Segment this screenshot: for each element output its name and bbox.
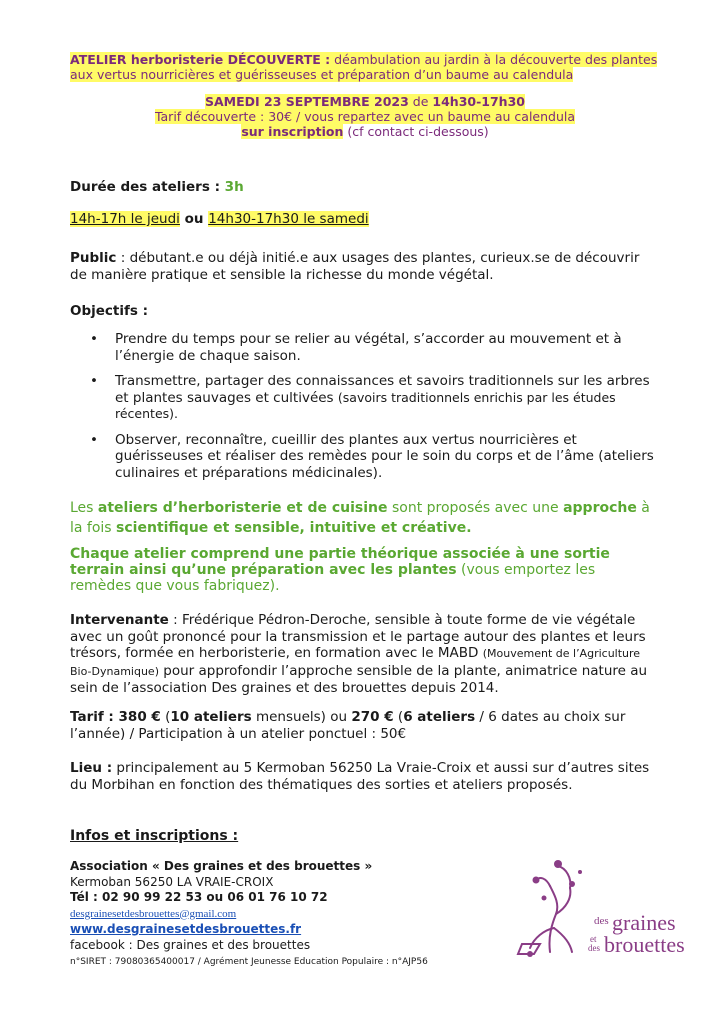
intervenante-text: : Frédérique Pédron-Deroche, sensible à toute forme de vie végétale avec un goût prononcé pour la transmission et le partage autour des plantes et leurs trésors, formée en herboristerie, en formation avec le MABD: [70, 612, 646, 661]
tarif-text: (: [160, 709, 171, 725]
horaires: [70, 211, 660, 228]
list-item: [70, 331, 660, 364]
siret-footer: n°SIRET : 79080365400017 / Agrément Jeunesse Education Populaire : n°AJP56: [70, 957, 428, 967]
approche-label: approche: [563, 500, 637, 516]
tarif-paragraph: [70, 709, 660, 742]
duree-ateliers: [70, 179, 660, 196]
logo-text-des-2: des: [588, 943, 600, 953]
public-text: : débutant.e ou déjà initié.e aux usages des plantes, curieux.se de découvrir de manière pratique et sensible la richesse du monde végétal.: [70, 250, 640, 283]
objectif-text: Observer, reconnaître, cueillir des plantes aux vertus nourricières et guérisseuses et réaliser des remèdes pour le soin du corps et de l’âme (ateliers culinaires et préparations médicinales).: [115, 431, 654, 481]
approche-text: sont proposés avec une: [387, 500, 564, 516]
logo-branch: [556, 888, 570, 914]
objectifs-list: [70, 331, 660, 490]
event-header: [70, 52, 660, 139]
logo-seed: [554, 860, 562, 868]
chaque-atelier-note: (vous emportez les remèdes que vous fabriquez).: [70, 562, 596, 594]
tarif-text: mensuels) ou: [251, 709, 352, 725]
horaire-jeudi: 14h-17h le jeudi: [70, 211, 180, 227]
email-link[interactable]: desgrainesetdesbrouettes@gmail.com: [70, 907, 237, 920]
logo-root: [554, 928, 572, 952]
list-item: [70, 432, 660, 482]
lieu-text: principalement au 5 Kermoban 56250 La Vraie-Croix et aussi sur d’autres sites du Morbihan en fonction des thématiques des sorties et ateliers proposés.: [70, 760, 650, 793]
facebook: facebook : Des graines et des brouettes: [70, 937, 311, 952]
logo-stem: [549, 886, 557, 952]
duree-value: 3h: [224, 179, 244, 195]
logo-text-et: et: [590, 934, 597, 944]
lieu-paragraph: [70, 760, 660, 793]
intervenante-text-end: pour approfondir l’approche sensible de la plante, animatrice nature au sein de l’association Des graines et des brouettes depuis 2014.: [70, 662, 648, 696]
objectif-note: (savoirs traditionnels enrichis par les études récentes).: [115, 389, 616, 421]
tarif-text: (: [393, 709, 404, 725]
horaire-ou: ou: [179, 211, 209, 227]
chaque-atelier-bold: Chaque atelier comprend une partie théorique associée à une sortie terrain ainsi qu’une préparation avec les plantes: [70, 546, 610, 578]
logo-graphic: [510, 848, 690, 958]
intervenante-label: Intervenante: [70, 612, 169, 628]
public-label: Public: [70, 250, 117, 266]
bullet-icon: •: [90, 431, 98, 448]
bullet-icon: •: [90, 331, 98, 347]
lieu-label: Lieu :: [70, 760, 113, 776]
tarif-decouverte-line: [70, 109, 660, 124]
approche-text: Les: [70, 500, 98, 516]
infos-title: Infos et inscriptions :: [70, 828, 239, 844]
objectif-text: Prendre du temps pour se relier au végétal, s’accorder au mouvement et à l’énergie de chaque saison.: [115, 331, 622, 364]
intervenante-paragraph: [70, 612, 660, 697]
telephone: Tél : 02 90 99 22 53 ou 06 01 76 10 72: [70, 890, 328, 904]
event-date-separator: de: [408, 94, 433, 109]
atelier-description: déambulation au jardin à la découverte des plantes aux vertus nourricières et guérisseuses et préparation d’un baume au calendula: [70, 52, 658, 82]
tarif-decouverte: Tarif découverte : 30€ / vous repartez avec un baume au calendula: [154, 109, 576, 124]
logo-branch: [558, 866, 570, 888]
approche-text: à la fois: [70, 500, 650, 536]
public-paragraph: [70, 250, 660, 283]
association-logo: [510, 848, 690, 958]
objectif-text: Transmettre, partager des connaissances et savoirs traditionnels sur les arbres et plantes sauvages et cultivées: [115, 373, 650, 406]
logo-wheel: [527, 951, 533, 957]
approche-paragraph: [70, 498, 660, 538]
event-date-line: [70, 94, 660, 109]
horaire-samedi: 14h30-17h30 le samedi: [208, 211, 369, 227]
list-item: [70, 373, 660, 423]
tarif-270: 270 €: [351, 709, 394, 725]
association-name: Association « Des graines et des brouettes »: [70, 859, 373, 873]
address: Kermoban 56250 LA VRAIE-CROIX: [70, 874, 274, 889]
logo-seed: [578, 870, 582, 874]
event-time: 14h30-17h30: [432, 94, 525, 109]
chaque-atelier-paragraph: [70, 546, 660, 594]
event-date: SAMEDI 23 SEPTEMBRE 2023: [205, 94, 409, 109]
website-link[interactable]: www.desgrainesetdesbrouettes.fr: [70, 922, 302, 936]
contact-block: [70, 859, 470, 971]
logo-text-brouettes: brouettes: [604, 932, 685, 957]
tarif-text: / 6 dates au choix sur l’année) / Participation à un atelier ponctuel : 50€: [70, 709, 626, 742]
logo-seed: [542, 896, 547, 901]
tarif-label: Tarif : 380 €: [70, 709, 161, 725]
tarif-6-ateliers: 6 ateliers: [403, 709, 476, 725]
inscription-line: [70, 124, 660, 139]
logo-seed: [533, 877, 540, 884]
logo-text-graines: graines: [612, 910, 676, 935]
inscription-note: (cf contact ci-dessous): [343, 124, 489, 139]
tarif-10-ateliers: 10 ateliers: [170, 709, 252, 725]
logo-text-des: des: [594, 915, 609, 927]
atelier-intro: [70, 52, 660, 82]
logo-seed: [569, 881, 575, 887]
bullet-icon: •: [90, 373, 98, 389]
objectifs-title: Objectifs :: [70, 303, 149, 319]
atelier-label: ATELIER herboristerie DÉCOUVERTE :: [70, 52, 331, 67]
approche-ateliers: ateliers d’herboristerie et de cuisine: [97, 500, 388, 516]
approche-qualities: scientifique et sensible, intuitive et créative.: [116, 520, 472, 536]
duree-label: Durée des ateliers :: [70, 179, 225, 195]
mabd-note: (Mouvement de l’Agriculture Bio-Dynamique): [70, 647, 641, 678]
inscription-label: sur inscription: [241, 124, 344, 139]
